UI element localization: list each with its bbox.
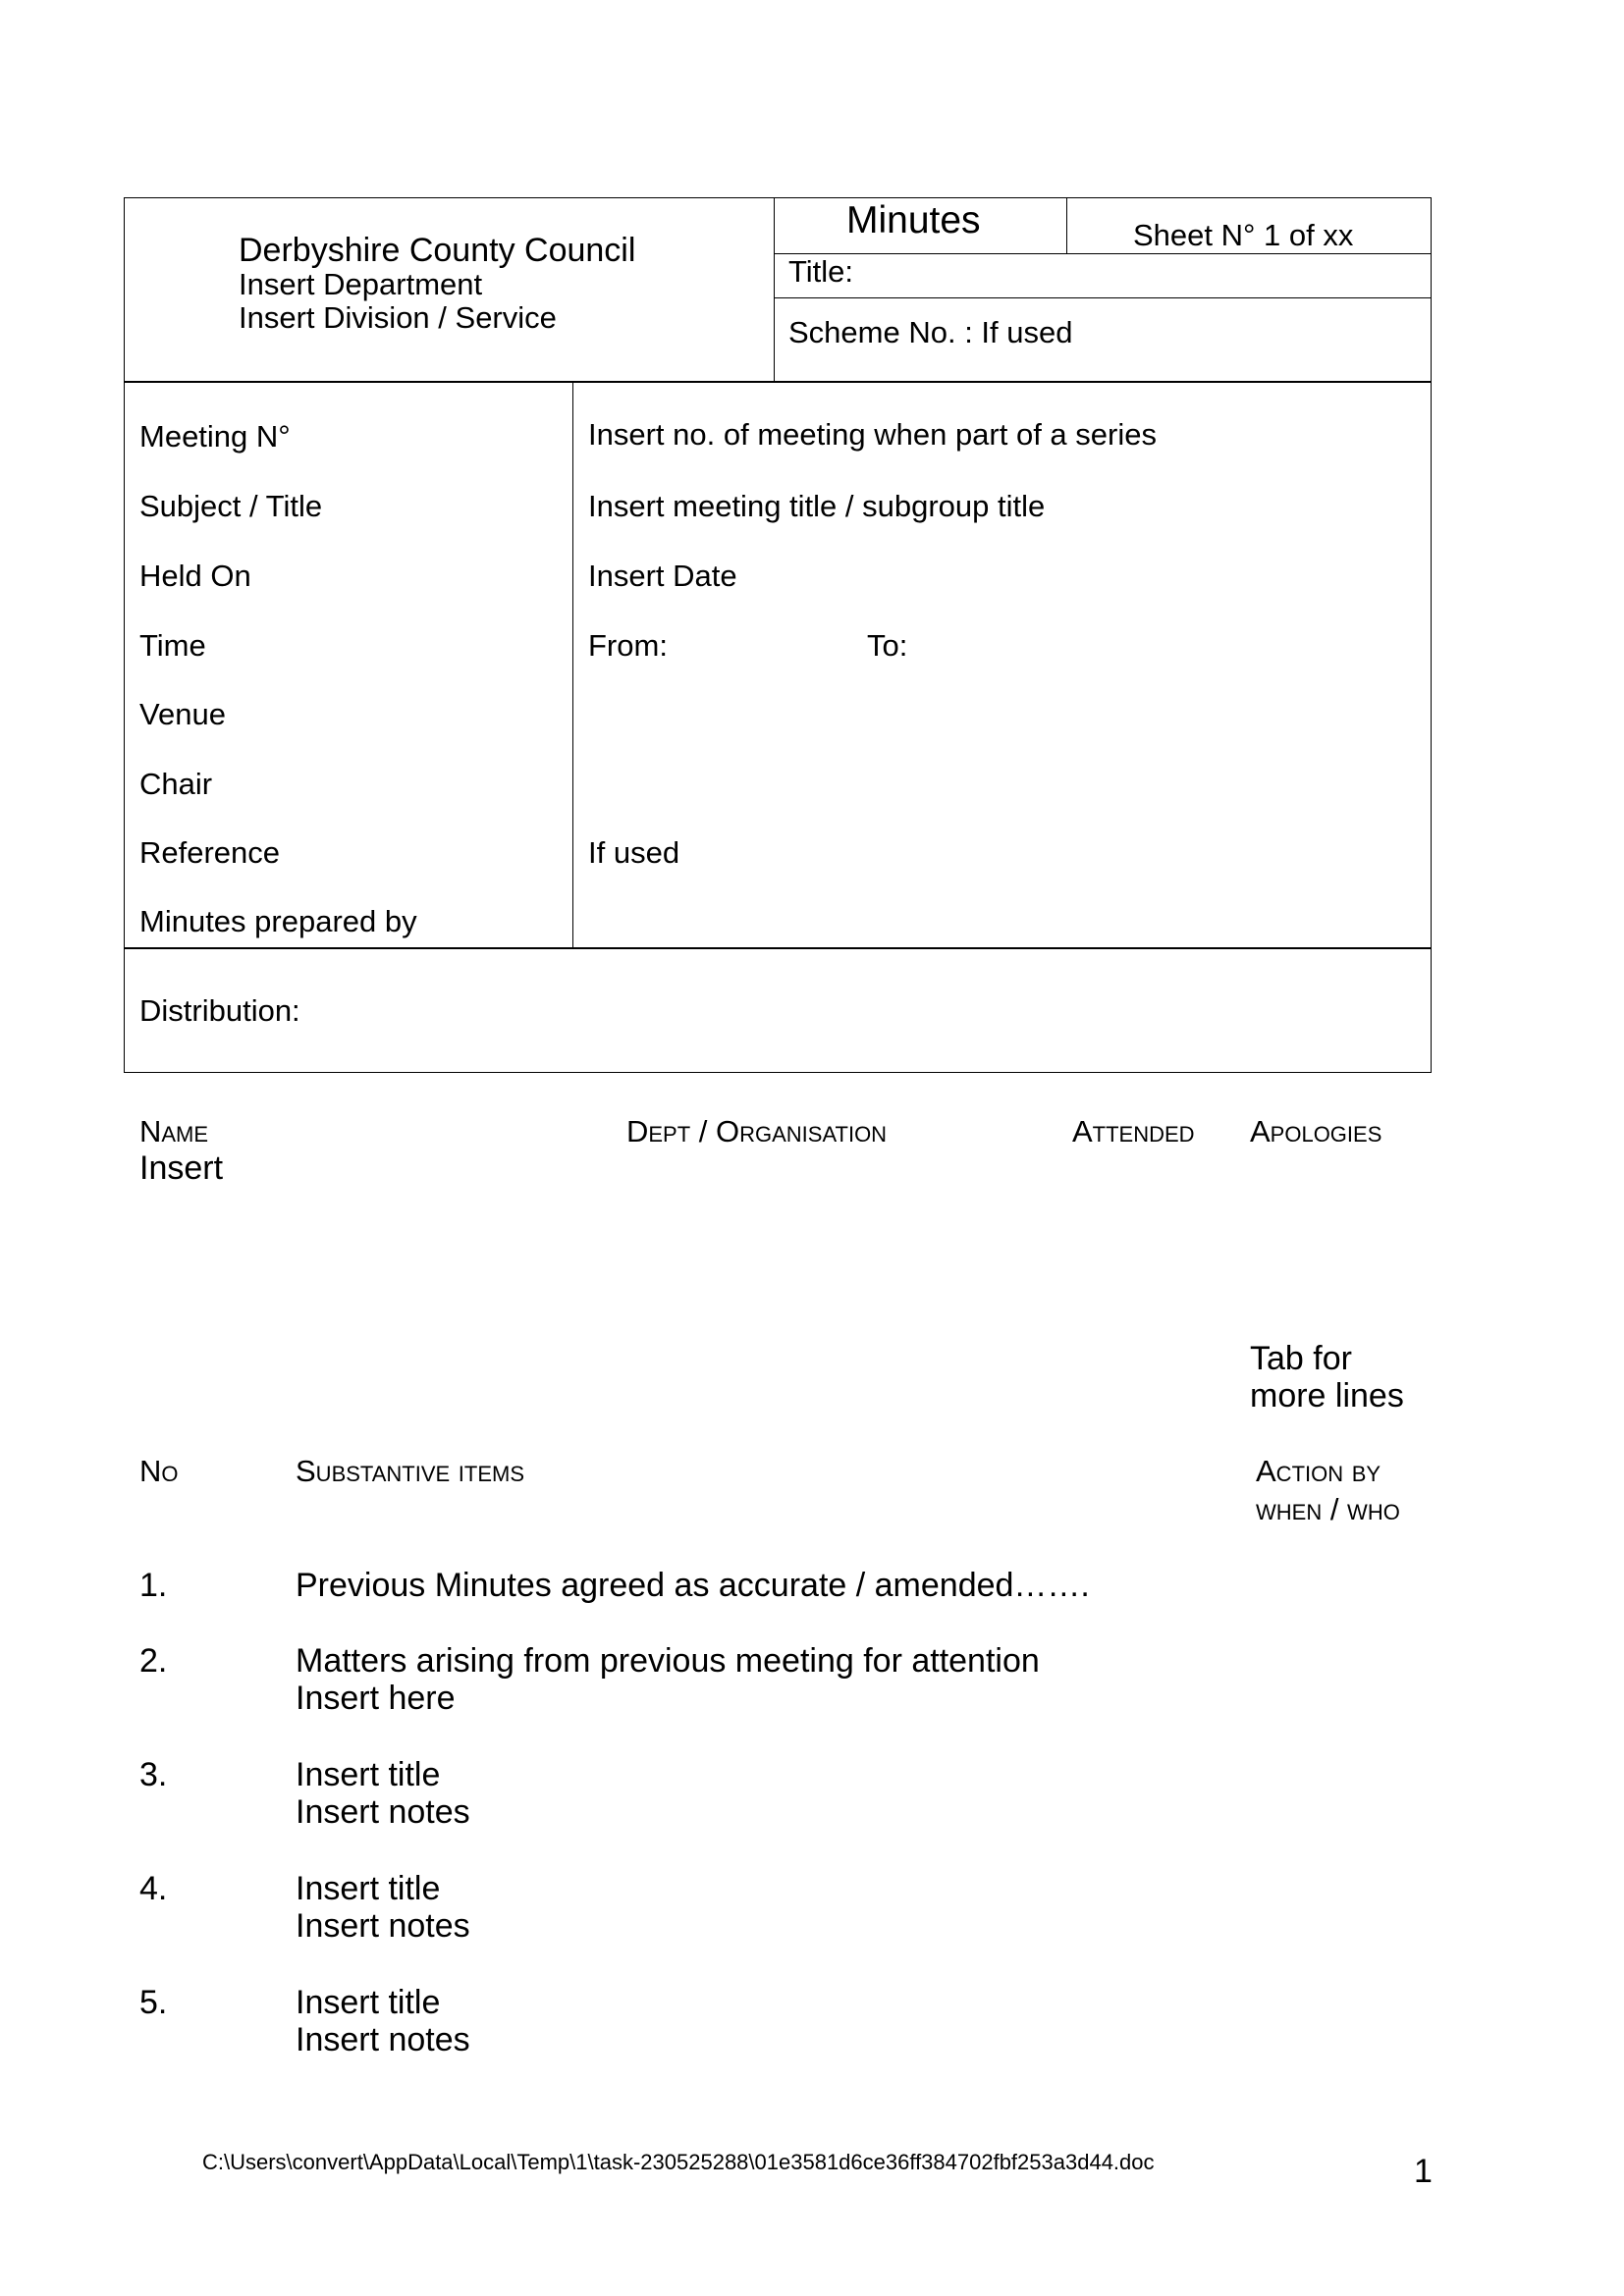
header-line-1: [774, 253, 1432, 254]
label-reference: Reference: [139, 835, 281, 870]
items-header-items: Substantive items: [296, 1454, 525, 1488]
distribution-box: [124, 947, 1432, 1073]
item-title: Insert title: [296, 1756, 441, 1793]
scheme-number: Scheme No. : If used: [788, 315, 1073, 349]
division-name: Insert Division / Service: [239, 300, 557, 335]
item-number: 1.: [139, 1567, 168, 1604]
value-time-to: To:: [867, 628, 908, 663]
header-divider: [774, 197, 775, 383]
tab-note-line-2: more lines: [1250, 1377, 1404, 1415]
department-name: Insert Department: [239, 267, 483, 301]
sheet-number: Sheet N° 1 of xx: [1133, 218, 1354, 252]
page-number: 1: [1414, 2153, 1433, 2190]
items-header-no: No: [139, 1454, 179, 1488]
value-time-from: From:: [588, 628, 668, 663]
attendance-first-row: Insert: [139, 1149, 224, 1187]
item-title: Insert title: [296, 1870, 441, 1907]
footer-file-path: C:\Users\convert\AppData\Local\Temp\1\task-230525288\01e3581d6ce36ff384702fbf253a3d44.doc: [202, 2150, 1155, 2174]
item-number: 3.: [139, 1756, 168, 1793]
item-number: 2.: [139, 1642, 168, 1680]
col-header-apologies: Apologies: [1250, 1114, 1382, 1148]
label-venue: Venue: [139, 697, 226, 731]
value-subject: Insert meeting title / subgroup title: [588, 489, 1046, 523]
item-number: 4.: [139, 1870, 168, 1907]
tab-note-line-1: Tab for: [1250, 1340, 1352, 1377]
col-header-name: Name: [139, 1114, 209, 1148]
item-number: 5.: [139, 1984, 168, 2021]
details-divider: [572, 381, 573, 949]
item-notes: Insert notes: [296, 2021, 470, 2058]
col-header-dept: Dept / Organisation: [626, 1114, 888, 1148]
item-notes: Insert here: [296, 1680, 456, 1717]
col-header-attended: Attended: [1072, 1114, 1195, 1148]
item-notes: Insert notes: [296, 1793, 470, 1831]
label-subject: Subject / Title: [139, 489, 323, 523]
sheet-divider: [1066, 197, 1067, 254]
organisation-name: Derbyshire County Council: [239, 232, 636, 269]
label-held-on: Held On: [139, 559, 251, 593]
distribution-label: Distribution:: [139, 993, 300, 1028]
items-header-action-2: when / who: [1256, 1492, 1400, 1526]
label-prepared-by: Minutes prepared by: [139, 904, 417, 938]
label-chair: Chair: [139, 767, 213, 801]
item-notes: Insert notes: [296, 1907, 470, 1945]
item-title: Previous Minutes agreed as accurate / amended…….: [296, 1567, 1090, 1604]
item-title: Insert title: [296, 1984, 441, 2021]
doc-type-title: Minutes: [846, 199, 981, 241]
header-line-2: [774, 297, 1432, 298]
value-held-on: Insert Date: [588, 559, 737, 593]
value-reference: If used: [588, 835, 680, 870]
value-meeting-no: Insert no. of meeting when part of a series: [588, 417, 1157, 452]
items-header-action-1: Action by: [1256, 1454, 1381, 1488]
label-time: Time: [139, 628, 206, 663]
label-meeting-no: Meeting N°: [139, 419, 291, 454]
title-label: Title:: [788, 254, 854, 289]
details-box: [124, 381, 1432, 949]
item-title: Matters arising from previous meeting for attention: [296, 1642, 1040, 1680]
